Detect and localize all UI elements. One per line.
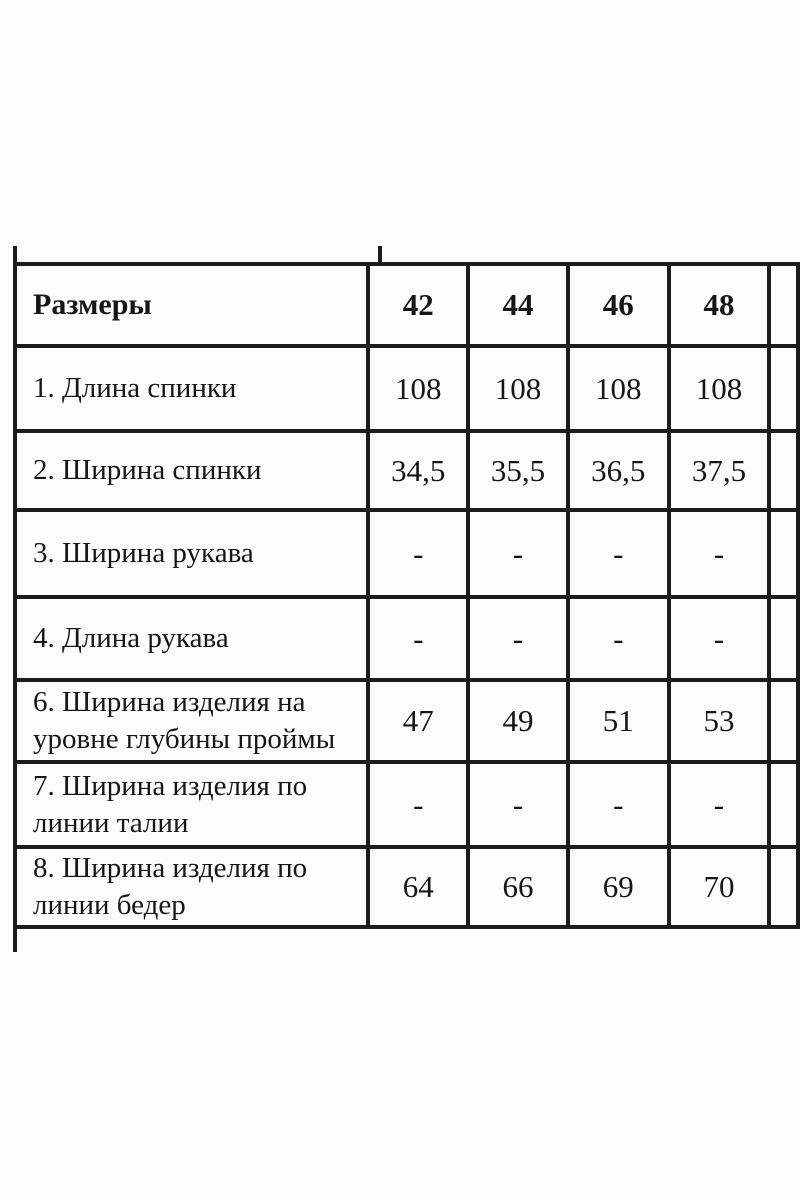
value-cell-cropped	[769, 346, 798, 431]
measurement-label	[15, 431, 368, 510]
table-row-back-width	[15, 431, 798, 510]
label-line: линии бедер	[33, 889, 186, 921]
value-cell: 37,5	[669, 431, 770, 510]
value-cell: 69	[568, 847, 669, 927]
measurement-label	[15, 762, 368, 847]
value-cell: -	[468, 762, 568, 847]
value-cell-cropped	[769, 431, 798, 510]
size-column-header-42: 42	[368, 264, 468, 346]
value-cell-cropped	[769, 680, 798, 762]
table-row-back-length	[15, 346, 798, 431]
value-cell: -	[468, 510, 568, 597]
label-line: линии талии	[33, 806, 189, 839]
value-cell: 108	[468, 346, 568, 431]
table-row-sleeve-length	[15, 597, 798, 680]
size-column-header-46: 46	[568, 264, 669, 346]
value-cell: -	[468, 597, 568, 680]
value-cell: 66	[468, 847, 568, 927]
sizes-header-label: Размеры	[15, 264, 368, 346]
size-chart-table	[13, 262, 800, 929]
label-line: 4. Длина рукава	[33, 622, 229, 654]
table-row-width-at-hips	[15, 847, 798, 927]
value-cell: -	[568, 597, 669, 680]
value-cell: -	[669, 510, 770, 597]
measurement-label	[15, 847, 368, 927]
label-line: уровне глубины проймы	[33, 723, 336, 755]
value-cell-cropped	[769, 597, 798, 680]
size-column-header-cropped	[769, 264, 798, 346]
value-cell: 49	[468, 680, 568, 762]
table-row-width-at-armhole	[15, 680, 798, 762]
value-cell: 51	[568, 680, 669, 762]
value-cell-cropped	[769, 762, 798, 847]
value-cell: 53	[669, 680, 770, 762]
label-line: 1. Длина спинки	[33, 372, 237, 404]
value-cell: -	[368, 762, 468, 847]
value-cell: 36,5	[568, 431, 669, 510]
label-line: 7. Ширина изделия по	[33, 769, 308, 802]
label-line: 3. Ширина рукава	[33, 537, 254, 569]
value-cell: -	[368, 597, 468, 680]
value-cell: 64	[368, 847, 468, 927]
label-line: 8. Ширина изделия по	[33, 852, 308, 884]
value-cell: 47	[368, 680, 468, 762]
table-row-sleeve-width	[15, 510, 798, 597]
measurement-label	[15, 597, 368, 680]
value-cell: -	[669, 762, 770, 847]
value-cell: 34,5	[368, 431, 468, 510]
value-cell: -	[568, 510, 669, 597]
value-cell: -	[368, 510, 468, 597]
table-header-row	[15, 264, 798, 346]
value-cell-cropped	[769, 510, 798, 597]
value-cell: 108	[368, 346, 468, 431]
size-column-header-48: 48	[669, 264, 770, 346]
value-cell-cropped	[769, 847, 798, 927]
measurement-label	[15, 346, 368, 431]
value-cell: 108	[568, 346, 669, 431]
value-cell: -	[568, 762, 669, 847]
label-line: 6. Ширина изделия на	[33, 686, 306, 718]
cropped-bottom-border-stub-left	[13, 923, 17, 952]
value-cell: 108	[669, 346, 770, 431]
value-cell: -	[669, 597, 770, 680]
size-column-header-44: 44	[468, 264, 568, 346]
value-cell: 70	[669, 847, 770, 927]
table-row-width-at-waist	[15, 762, 798, 847]
measurement-label	[15, 510, 368, 597]
value-cell: 35,5	[468, 431, 568, 510]
measurement-label	[15, 680, 368, 762]
label-line: 2. Ширина спинки	[33, 454, 262, 486]
